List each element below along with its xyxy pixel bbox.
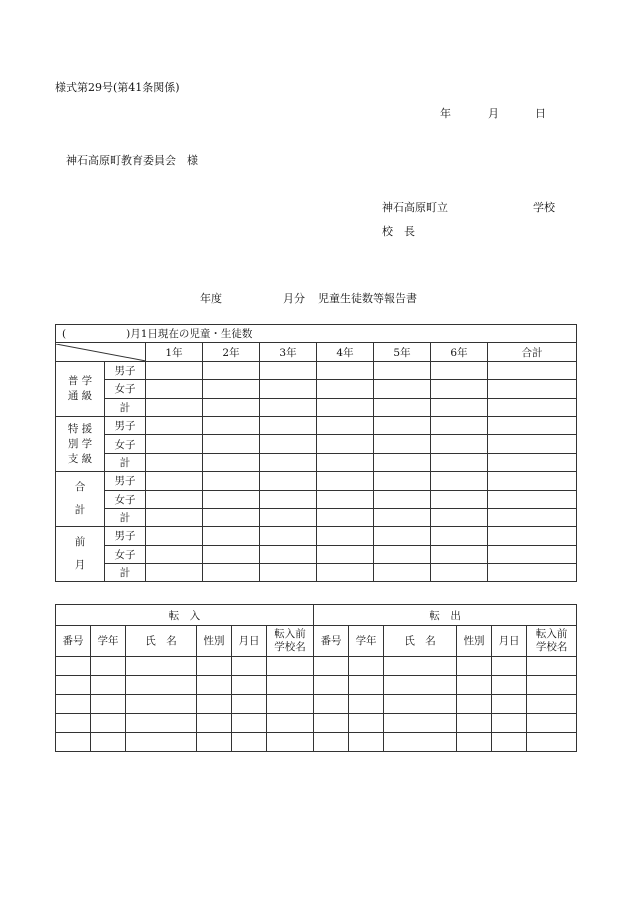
count-cell[interactable]: [374, 361, 431, 379]
transfer-cell[interactable]: [457, 714, 492, 733]
transfer-row: [56, 676, 577, 695]
student-count-table: [55, 324, 577, 582]
out-column-header: [527, 626, 577, 657]
count-cell[interactable]: [488, 527, 577, 545]
transfer-cell[interactable]: [91, 714, 126, 733]
transfer-cell[interactable]: [457, 657, 492, 676]
transfer-cell[interactable]: [527, 695, 577, 714]
transfer-cell[interactable]: [492, 657, 527, 676]
group-label-line: 特 援: [67, 422, 93, 435]
school-suffix: 学校: [533, 201, 555, 214]
count-cell[interactable]: [146, 564, 203, 582]
count-cell[interactable]: [431, 508, 488, 526]
transfer-cell[interactable]: [527, 657, 577, 676]
count-row: [56, 435, 577, 453]
transfer-cell[interactable]: [267, 714, 314, 733]
count-row: [56, 472, 577, 490]
transfer-cell[interactable]: [267, 733, 314, 752]
transfer-cell[interactable]: [384, 695, 457, 714]
count-cell[interactable]: [374, 564, 431, 582]
transfer-cell[interactable]: [126, 714, 197, 733]
transfer-cell[interactable]: [314, 695, 349, 714]
count-row: [56, 545, 577, 563]
count-cell[interactable]: [260, 361, 317, 379]
school-prefix: 神石高原町立: [382, 201, 448, 214]
count-row: [56, 416, 577, 434]
transfer-cell[interactable]: [126, 733, 197, 752]
transfer-cell[interactable]: [492, 733, 527, 752]
count-cell[interactable]: [146, 398, 203, 416]
count-cell[interactable]: [317, 490, 374, 508]
count-cell[interactable]: [146, 472, 203, 490]
transfer-cell[interactable]: [126, 657, 197, 676]
transfer-cell[interactable]: [197, 733, 232, 752]
group-label-line: 合: [74, 481, 86, 494]
out-column-header: [349, 626, 384, 657]
transfer-cell[interactable]: [457, 695, 492, 714]
column-header-line: 学年: [355, 634, 377, 647]
transfer-cell[interactable]: [56, 733, 91, 752]
column-header-line: 番号: [320, 634, 342, 647]
column-header-line: 性別: [203, 634, 225, 647]
column-header-line: 性別: [463, 634, 485, 647]
count-cell[interactable]: [374, 453, 431, 471]
row-label: 計: [105, 398, 146, 416]
transfer-cell[interactable]: [492, 695, 527, 714]
transfer-in-header: 転 入: [56, 605, 314, 626]
transfer-cell[interactable]: [457, 676, 492, 695]
transfer-cell[interactable]: [349, 657, 384, 676]
row-label: 女子: [105, 545, 146, 563]
count-cell[interactable]: [260, 490, 317, 508]
count-cell[interactable]: [260, 472, 317, 490]
count-cell[interactable]: [431, 564, 488, 582]
in-column-header: [91, 626, 126, 657]
count-cell[interactable]: [488, 545, 577, 563]
transfer-cell[interactable]: [349, 695, 384, 714]
group-label: [56, 361, 105, 416]
count-cell[interactable]: [374, 398, 431, 416]
count-cell[interactable]: [146, 416, 203, 434]
row-label: 女子: [105, 435, 146, 453]
column-header-line: 氏 名: [404, 634, 436, 647]
count-cell[interactable]: [374, 380, 431, 398]
transfer-row: [56, 733, 577, 752]
group-label-line: 月: [74, 559, 86, 572]
transfer-cell[interactable]: [56, 714, 91, 733]
transfer-row: [56, 714, 577, 733]
date-day-label: 日: [535, 107, 546, 120]
transfer-cell[interactable]: [56, 695, 91, 714]
count-cell[interactable]: [374, 416, 431, 434]
transfer-cell[interactable]: [91, 676, 126, 695]
count-cell[interactable]: [260, 545, 317, 563]
column-header-line: 月日: [498, 634, 520, 647]
count-cell[interactable]: [431, 545, 488, 563]
grade-header: 合計: [488, 343, 577, 361]
count-cell[interactable]: [431, 527, 488, 545]
count-cell[interactable]: [317, 453, 374, 471]
row-label: 計: [105, 564, 146, 582]
count-cell[interactable]: [374, 545, 431, 563]
count-row: [56, 564, 577, 582]
count-cell[interactable]: [431, 490, 488, 508]
grade-header: 6年: [431, 343, 488, 361]
transfer-cell[interactable]: [527, 676, 577, 695]
count-cell[interactable]: [317, 435, 374, 453]
form-number: 様式第29号(第41条関係): [55, 81, 180, 94]
count-cell[interactable]: [146, 545, 203, 563]
transfer-cell[interactable]: [314, 657, 349, 676]
count-row: [56, 490, 577, 508]
out-column-header: [492, 626, 527, 657]
group-label-line: 支 級: [67, 452, 93, 465]
transfer-cell[interactable]: [314, 733, 349, 752]
transfer-cell[interactable]: [126, 695, 197, 714]
in-column-header: [126, 626, 197, 657]
count-cell[interactable]: [146, 361, 203, 379]
transfer-cell[interactable]: [197, 676, 232, 695]
diagonal-header-cell: [56, 343, 146, 361]
grade-header: 4年: [317, 343, 374, 361]
addressee: 神石高原町教育委員会 様: [66, 154, 198, 167]
transfer-cell[interactable]: [91, 695, 126, 714]
group-label-line: 普 学: [67, 374, 93, 387]
count-cell[interactable]: [203, 453, 260, 471]
in-column-header: [197, 626, 232, 657]
count-cell[interactable]: [374, 527, 431, 545]
column-header-line: 転入前: [274, 628, 306, 640]
count-cell[interactable]: [488, 508, 577, 526]
count-row: [56, 361, 577, 379]
title-year-label: 年度: [200, 292, 222, 305]
date-year-label: 年: [440, 107, 451, 120]
row-label: 男子: [105, 472, 146, 490]
count-cell[interactable]: [146, 527, 203, 545]
transfer-cell[interactable]: [492, 714, 527, 733]
count-cell[interactable]: [317, 361, 374, 379]
count-cell[interactable]: [203, 545, 260, 563]
count-row: [56, 508, 577, 526]
transfer-cell[interactable]: [384, 676, 457, 695]
diagonal-line: [56, 344, 146, 361]
count-row: [56, 380, 577, 398]
count-cell[interactable]: [431, 453, 488, 471]
transfer-cell[interactable]: [527, 733, 577, 752]
group-label-line: 別 学: [67, 437, 93, 450]
count-cell[interactable]: [317, 545, 374, 563]
count-cell[interactable]: [260, 398, 317, 416]
group-label-line: 前: [74, 536, 86, 549]
count-cell[interactable]: [488, 380, 577, 398]
transfer-cell[interactable]: [232, 733, 267, 752]
group-label-line: 計: [74, 504, 86, 517]
transfer-cell[interactable]: [314, 714, 349, 733]
count-cell[interactable]: [260, 508, 317, 526]
count-cell[interactable]: [317, 416, 374, 434]
row-label: 計: [105, 508, 146, 526]
transfer-cell[interactable]: [384, 657, 457, 676]
count-cell[interactable]: [203, 490, 260, 508]
count-cell[interactable]: [260, 564, 317, 582]
transfer-cell[interactable]: [267, 657, 314, 676]
count-cell[interactable]: [203, 416, 260, 434]
grade-header: 2年: [203, 343, 260, 361]
transfer-cell[interactable]: [197, 695, 232, 714]
transfer-cell[interactable]: [197, 657, 232, 676]
transfer-cell[interactable]: [197, 714, 232, 733]
count-cell[interactable]: [203, 398, 260, 416]
count-cell[interactable]: [260, 435, 317, 453]
count-cell[interactable]: [260, 380, 317, 398]
transfer-cell[interactable]: [314, 676, 349, 695]
column-header-line: 月日: [238, 634, 260, 647]
count-cell[interactable]: [431, 416, 488, 434]
transfer-cell[interactable]: [56, 676, 91, 695]
title-month-label: 月分: [283, 292, 305, 305]
column-header-line: 転入前: [535, 628, 568, 640]
group-label: [56, 472, 105, 527]
transfer-table: [55, 604, 577, 752]
column-header-line: 学年: [97, 634, 119, 647]
count-cell[interactable]: [374, 435, 431, 453]
document-title: 児童生徒数等報告書: [318, 292, 417, 305]
count-row: [56, 453, 577, 471]
transfer-row: [56, 657, 577, 676]
count-cell[interactable]: [260, 527, 317, 545]
grade-header: 5年: [374, 343, 431, 361]
count-cell[interactable]: [317, 398, 374, 416]
count-cell[interactable]: [317, 508, 374, 526]
column-header-line: 学校名: [535, 641, 568, 653]
count-cell[interactable]: [146, 380, 203, 398]
transfer-cell[interactable]: [267, 676, 314, 695]
count-cell[interactable]: [203, 435, 260, 453]
count-cell[interactable]: [488, 435, 577, 453]
transfer-cell[interactable]: [232, 676, 267, 695]
out-column-header: [314, 626, 349, 657]
transfer-cell[interactable]: [91, 733, 126, 752]
count-cell[interactable]: [431, 361, 488, 379]
count-cell[interactable]: [431, 435, 488, 453]
count-cell[interactable]: [146, 490, 203, 508]
transfer-cell[interactable]: [126, 676, 197, 695]
count-cell[interactable]: [203, 527, 260, 545]
transfer-cell[interactable]: [232, 657, 267, 676]
transfer-cell[interactable]: [56, 657, 91, 676]
row-label: 男子: [105, 361, 146, 379]
transfer-cell[interactable]: [457, 733, 492, 752]
row-label: 男子: [105, 527, 146, 545]
grade-header: 3年: [260, 343, 317, 361]
count-cell[interactable]: [260, 453, 317, 471]
column-header-line: 番号: [62, 634, 84, 647]
column-header-line: 学校名: [274, 641, 306, 653]
count-cell[interactable]: [317, 380, 374, 398]
count-cell[interactable]: [203, 361, 260, 379]
grade-header: 1年: [146, 343, 203, 361]
transfer-cell[interactable]: [91, 657, 126, 676]
count-cell[interactable]: [146, 453, 203, 471]
count-cell[interactable]: [203, 472, 260, 490]
transfer-cell[interactable]: [232, 714, 267, 733]
count-cell[interactable]: [260, 416, 317, 434]
transfer-cell[interactable]: [384, 714, 457, 733]
transfer-cell[interactable]: [267, 695, 314, 714]
column-header-line: 氏 名: [145, 634, 177, 647]
in-column-header: [232, 626, 267, 657]
count-cell[interactable]: [488, 453, 577, 471]
in-column-header: [56, 626, 91, 657]
count-cell[interactable]: [146, 508, 203, 526]
table-caption: ( )月1日現在の児童・生徒数: [56, 325, 577, 343]
row-label: 女子: [105, 380, 146, 398]
count-cell[interactable]: [488, 490, 577, 508]
count-cell[interactable]: [488, 472, 577, 490]
count-cell[interactable]: [488, 564, 577, 582]
row-label: 男子: [105, 416, 146, 434]
transfer-cell[interactable]: [349, 714, 384, 733]
transfer-cell[interactable]: [349, 676, 384, 695]
group-label: [56, 527, 105, 582]
out-column-header: [384, 626, 457, 657]
transfer-cell[interactable]: [384, 733, 457, 752]
count-cell[interactable]: [431, 472, 488, 490]
count-cell[interactable]: [374, 472, 431, 490]
in-column-header: [267, 626, 314, 657]
count-cell[interactable]: [317, 564, 374, 582]
row-label: 計: [105, 453, 146, 471]
count-row: [56, 527, 577, 545]
out-column-header: [457, 626, 492, 657]
count-cell[interactable]: [488, 416, 577, 434]
group-label: [56, 416, 105, 471]
count-cell[interactable]: [374, 490, 431, 508]
count-cell[interactable]: [146, 435, 203, 453]
count-cell[interactable]: [203, 380, 260, 398]
count-cell[interactable]: [203, 564, 260, 582]
count-cell[interactable]: [488, 361, 577, 379]
count-row: [56, 398, 577, 416]
date-month-label: 月: [488, 107, 499, 120]
transfer-cell[interactable]: [232, 695, 267, 714]
transfer-cell[interactable]: [527, 714, 577, 733]
principal-label: 校 長: [382, 225, 415, 238]
transfer-row: [56, 695, 577, 714]
count-cell[interactable]: [374, 508, 431, 526]
count-cell[interactable]: [203, 508, 260, 526]
count-cell[interactable]: [488, 398, 577, 416]
transfer-cell[interactable]: [492, 676, 527, 695]
count-cell[interactable]: [431, 380, 488, 398]
count-cell[interactable]: [431, 398, 488, 416]
group-label-line: 通 級: [67, 389, 93, 402]
transfer-cell[interactable]: [349, 733, 384, 752]
transfer-out-header: 転 出: [314, 605, 577, 626]
row-label: 女子: [105, 490, 146, 508]
count-cell[interactable]: [317, 527, 374, 545]
count-cell[interactable]: [317, 472, 374, 490]
